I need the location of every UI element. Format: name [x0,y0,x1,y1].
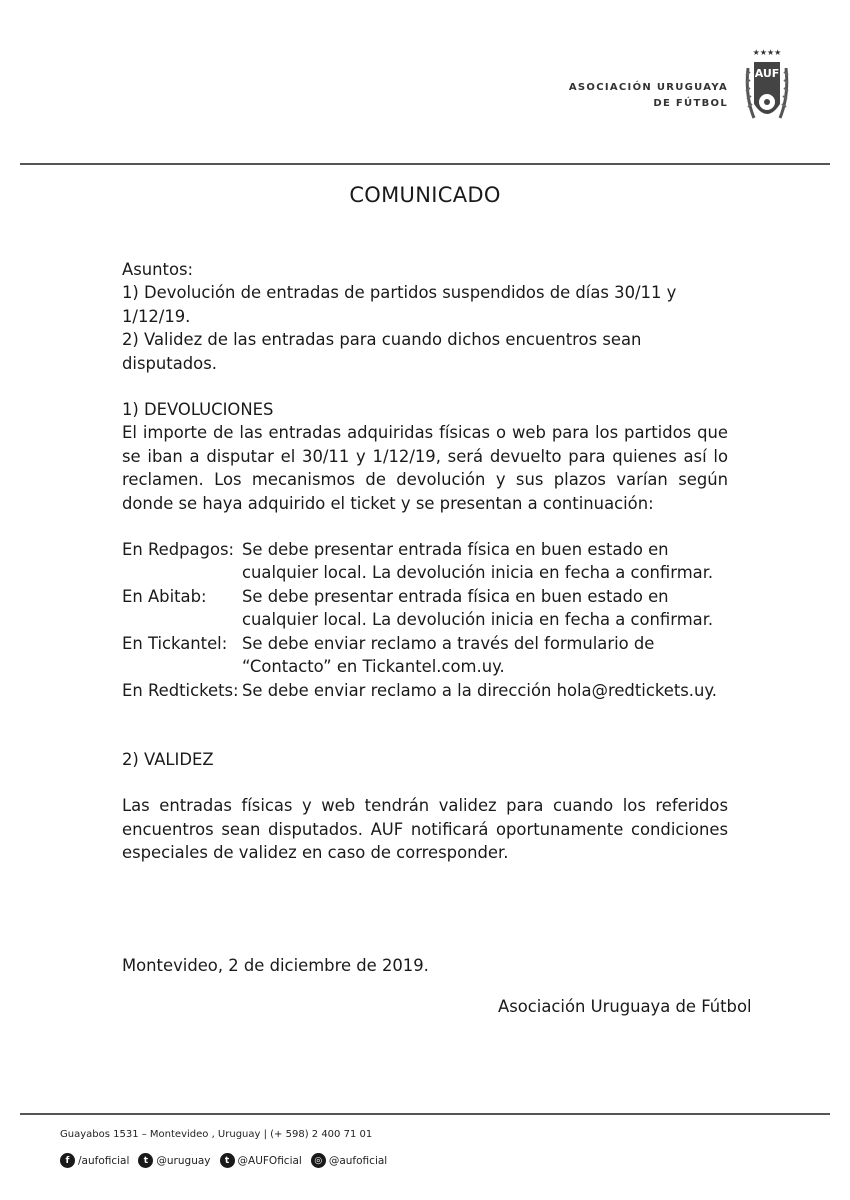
social-handle: @aufoficial [328,1154,388,1167]
refund-place-text: Se debe presentar entrada física en buen estado en cualquier local. La devolución inicia en fecha a confirmar. [242,586,714,630]
social-handle: /aufoficial [78,1154,130,1167]
refund-place-row [122,632,728,679]
organization-name-line2: DE FÚTBOL [653,98,728,109]
organization-name [569,80,728,112]
twitter-icon: t [220,1153,235,1168]
footer-divider [20,1113,830,1115]
refund-place-text: Se debe presentar entrada física en buen estado en cualquier local. La devolución inicia en fecha a confirmar. [242,540,714,583]
validez-heading: 2) VALIDEZ [122,749,214,769]
document-body [122,258,728,865]
subjects-heading: Asuntos: [122,260,194,279]
refund-place-row [122,538,728,585]
refund-place-label: En Redtickets: [122,680,239,700]
refund-place-label: En Redpagos: [122,540,235,560]
devoluciones-heading: 1) DEVOLUCIONES [122,400,274,420]
refund-place-label: En Tickantel: [122,633,228,653]
auf-logo [744,46,790,132]
closing-date: Montevideo, 2 de diciembre de 2019. [122,956,429,975]
social-link-twitter-aufoficial[interactable] [220,1153,302,1168]
refund-place-text: Se debe enviar reclamo a través del formulario de “Contacto” en Tickantel.com.uy. [242,633,655,677]
refund-place-row [122,585,728,632]
closing-signature: Asociación Uruguaya de Fútbol [498,997,752,1016]
validez-paragraph: Las entradas físicas y web tendrán validez para cuando los referidos encuentros sean disputados. AUF notificará oportunamente condiciones especiales de validez en caso de corresponder. [122,796,728,863]
subject-item: 2) Validez de las entradas para cuando dichos encuentros sean disputados. [122,330,642,373]
refund-place-text: Se debe enviar reclamo a la dirección hola@redtickets.uy. [242,680,717,700]
twitter-icon: t [138,1153,153,1168]
instagram-icon: ◎ [311,1153,326,1168]
page-title: COMUNICADO [349,183,501,207]
social-links [60,1153,396,1168]
refund-place-label: En Abitab: [122,586,207,606]
facebook-icon: f [60,1153,75,1168]
logo-initials: AUF [754,67,780,80]
subject-item: 1) Devolución de entradas de partidos suspendidos de días 30/11 y 1/12/19. [122,283,677,326]
social-handle: @AUFOficial [237,1154,302,1167]
devoluciones-paragraph: El importe de las entradas adquiridas físicas o web para los partidos que se iban a disputar el 30/11 y 1/12/19, será devuelto para quienes así lo reclamen. Los mecanismos de devolución y sus plazos varían según donde se haya adquirido el ticket y se presentan a continuación: [122,423,728,513]
refund-place-row [122,679,728,702]
organization-name-line1: ASOCIACIÓN URUGUAYA [568,82,728,93]
social-link-twitter-uruguay[interactable] [138,1153,210,1168]
footer-address: Guayabos 1531 – Montevideo , Uruguay | (+ 598) 2 400 71 01 [60,1129,373,1140]
logo-stars: ★★★★ [752,48,782,57]
social-link-instagram[interactable] [311,1153,387,1168]
social-link-facebook[interactable] [60,1153,129,1168]
social-handle: @uruguay [156,1154,211,1167]
header-divider [20,163,830,165]
